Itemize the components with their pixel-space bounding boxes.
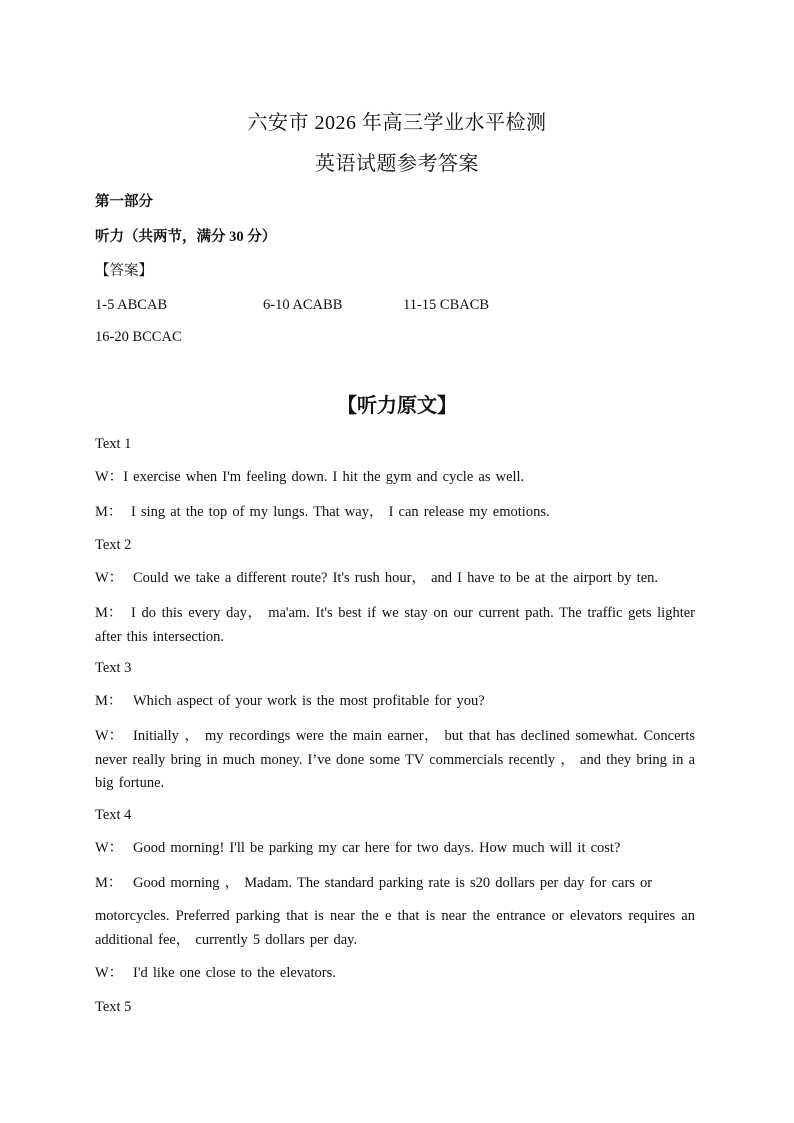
dialogue-line — [95, 962, 695, 986]
part-heading: 第一部分 — [95, 194, 153, 210]
text-label: Text 2 — [95, 537, 132, 553]
dialogue-line — [95, 466, 695, 490]
speaker-label: W： — [95, 570, 124, 586]
dialogue-line — [95, 905, 695, 952]
dialogue-line — [95, 872, 695, 896]
answer-group: 1-5 ABCAB — [95, 297, 168, 313]
answer-group: 11-15 CBACB — [403, 297, 490, 313]
dialogue-text: I'd like one close to the elevators. — [133, 965, 336, 981]
dialogue-line — [95, 501, 695, 525]
dialogue-line — [95, 567, 695, 591]
text-label: Text 4 — [95, 807, 132, 823]
dialogue-text: motorcycles. Preferred parking that is near the e that is near the entrance or elevators requires an additional fee， currently 5 dollars per day. — [95, 908, 695, 948]
speaker-label: W： — [95, 965, 124, 981]
answer-group: 6-10 ACABB — [263, 297, 343, 313]
text-label: Text 5 — [95, 999, 132, 1015]
dialogue-line — [95, 602, 695, 649]
dialogue-text: Could we take a different route? It's rush hour， and I have to be at the airport by ten. — [133, 570, 659, 586]
speaker-label: M： — [95, 504, 123, 520]
speaker-label: M： — [95, 875, 123, 891]
dialogue-text: Which aspect of your work is the most profitable for you? — [133, 693, 485, 709]
answer-group: 16-20 BCCAC — [95, 329, 182, 345]
speaker-label: W： — [95, 469, 124, 485]
dialogue-text: Good morning ， Madam. The standard parking rate is s20 dollars per day for cars or — [133, 875, 653, 891]
document-subtitle: 英语试题参考答案 — [315, 153, 479, 175]
dialogue-text: Initially ， my recordings were the main earner， but that has declined somewhat. Concerts never really bring in much money. I’ve done some TV commercials recently ， and they bring in a big fortune. — [95, 728, 695, 791]
dialogue-line — [95, 725, 695, 796]
speaker-label: M： — [95, 605, 123, 621]
dialogue-text: Good morning! I'll be parking my car here for two days. How much will it cost? — [133, 840, 621, 856]
speaker-label: W： — [95, 840, 124, 856]
dialogue-text: I exercise when I'm feeling down. I hit the gym and cycle as well. — [123, 469, 525, 485]
speaker-label: W： — [95, 728, 124, 744]
dialogue-line — [95, 690, 695, 714]
dialogue-text: I sing at the top of my lungs. That way， I can release my emotions. — [131, 504, 550, 520]
answers-row-1 — [95, 295, 715, 315]
text-label: Text 3 — [95, 660, 132, 676]
dialogue-line — [95, 837, 695, 861]
transcript-heading: 【听力原文】 — [337, 395, 457, 417]
section-heading: 听力（共两节，满分 30 分） — [95, 229, 277, 245]
answer-label: 【答案】 — [95, 263, 153, 279]
dialogue-text: I do this every day， ma'am. It's best if we stay on our current path. The traffic gets lighter after this intersection. — [95, 605, 695, 645]
text-label: Text 1 — [95, 436, 132, 452]
document-title: 六安市 2026 年高三学业水平检测 — [247, 112, 547, 134]
speaker-label: M： — [95, 693, 123, 709]
